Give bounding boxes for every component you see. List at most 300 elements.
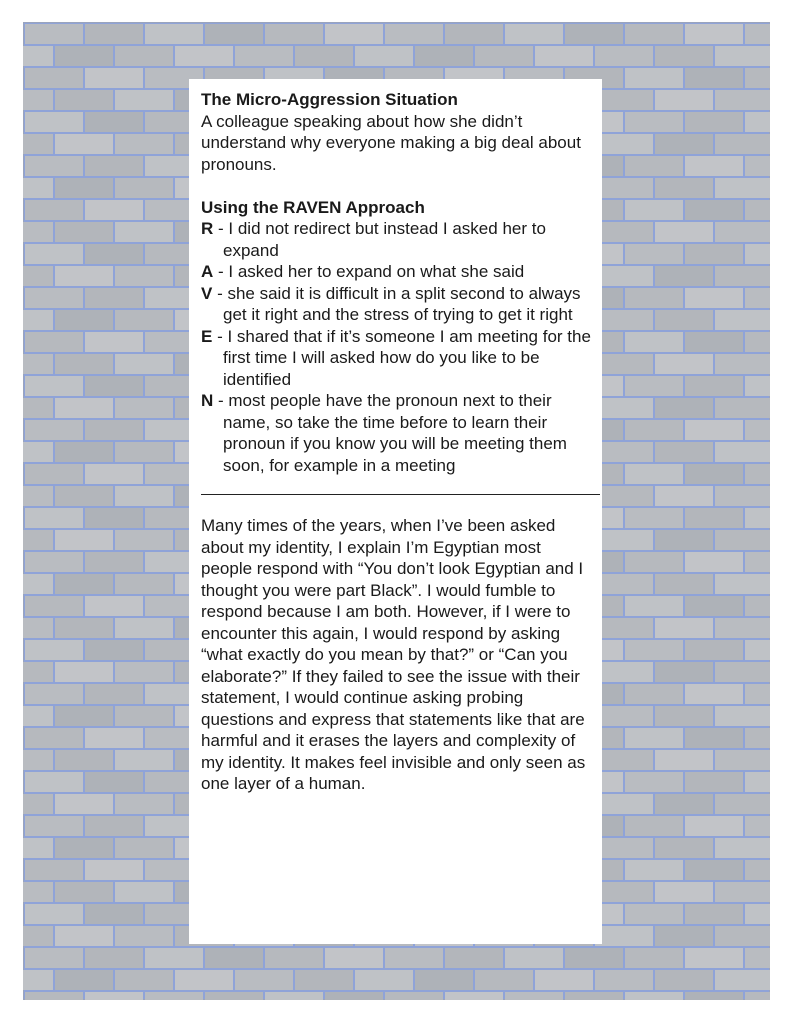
brick <box>745 640 770 660</box>
brick <box>23 882 53 902</box>
raven-item-a <box>201 261 592 283</box>
brick <box>685 288 743 308</box>
brick <box>745 68 770 88</box>
brick <box>685 992 743 1000</box>
brick <box>655 266 713 286</box>
brick <box>115 970 173 990</box>
brick <box>55 266 113 286</box>
brick <box>715 838 770 858</box>
brick <box>715 882 770 902</box>
brick <box>115 90 173 110</box>
brick <box>685 68 743 88</box>
brick <box>355 970 413 990</box>
brick <box>205 948 263 968</box>
brick <box>745 464 770 484</box>
brick <box>595 178 653 198</box>
spacer <box>201 175 592 197</box>
brick <box>535 46 593 66</box>
raven-item-r <box>201 218 592 261</box>
brick <box>23 838 53 858</box>
brick <box>115 46 173 66</box>
brick <box>23 90 53 110</box>
brick <box>745 156 770 176</box>
brick <box>595 706 653 726</box>
brick <box>23 750 53 770</box>
brick <box>685 684 743 704</box>
divider-line <box>201 494 600 495</box>
brick <box>265 24 323 44</box>
brick <box>655 882 713 902</box>
brick <box>595 310 653 330</box>
brick <box>595 970 653 990</box>
brick <box>55 134 113 154</box>
raven-text: - I did not redirect but instead I asked her to expand <box>213 219 546 260</box>
brick <box>655 750 713 770</box>
brick <box>475 970 533 990</box>
brick <box>745 728 770 748</box>
brick <box>595 90 653 110</box>
brick <box>685 420 743 440</box>
brick <box>745 596 770 616</box>
brick <box>625 640 683 660</box>
brick <box>85 112 143 132</box>
brick <box>115 926 173 946</box>
brick <box>23 706 53 726</box>
brick <box>23 46 53 66</box>
brick <box>685 948 743 968</box>
brick <box>595 838 653 858</box>
brick <box>445 24 503 44</box>
brick <box>505 948 563 968</box>
brick <box>655 222 713 242</box>
brick <box>115 574 173 594</box>
brick <box>715 486 770 506</box>
brick <box>25 156 83 176</box>
brick <box>655 134 713 154</box>
brick <box>85 156 143 176</box>
brick <box>55 178 113 198</box>
brick <box>655 574 713 594</box>
brick <box>715 970 770 990</box>
brick <box>85 640 143 660</box>
brick <box>715 706 770 726</box>
brick <box>55 398 113 418</box>
brick <box>85 904 143 924</box>
brick <box>25 376 83 396</box>
brick <box>745 376 770 396</box>
brick <box>595 618 653 638</box>
raven-text: - most people have the pronoun next to their name, so take the time before to learn their pronoun if you know you will be meeting them soon, for example in a meeting <box>213 391 567 475</box>
brick <box>715 398 770 418</box>
brick <box>715 750 770 770</box>
brick <box>685 508 743 528</box>
brick <box>23 442 53 462</box>
brick <box>85 244 143 264</box>
brick <box>25 816 83 836</box>
brick <box>85 508 143 528</box>
brick <box>55 442 113 462</box>
brick <box>25 420 83 440</box>
brick <box>745 420 770 440</box>
brick <box>625 464 683 484</box>
brick <box>595 398 653 418</box>
brick <box>625 596 683 616</box>
brick <box>205 24 263 44</box>
brick <box>625 552 683 572</box>
brick <box>85 772 143 792</box>
brick <box>715 90 770 110</box>
brick <box>85 596 143 616</box>
brick <box>745 948 770 968</box>
brick <box>625 816 683 836</box>
brick <box>55 706 113 726</box>
raven-item-e <box>201 326 592 391</box>
brick <box>685 464 743 484</box>
brick <box>745 992 770 1000</box>
brick <box>715 178 770 198</box>
brick <box>115 662 173 682</box>
brick <box>25 24 83 44</box>
brick <box>85 376 143 396</box>
brick <box>625 376 683 396</box>
brick <box>25 288 83 308</box>
brick <box>175 46 233 66</box>
brick <box>55 486 113 506</box>
brick <box>445 992 503 1000</box>
brick <box>715 662 770 682</box>
brick <box>85 332 143 352</box>
brick <box>85 948 143 968</box>
brick <box>55 662 113 682</box>
brick <box>23 354 53 374</box>
brick <box>265 992 323 1000</box>
brick <box>655 310 713 330</box>
raven-heading: Using the RAVEN Approach <box>201 197 425 217</box>
brick <box>415 970 473 990</box>
brick <box>115 794 173 814</box>
brick <box>685 244 743 264</box>
brick <box>55 222 113 242</box>
brick <box>55 926 113 946</box>
brick <box>745 684 770 704</box>
brick <box>745 904 770 924</box>
brick <box>625 288 683 308</box>
brick <box>655 530 713 550</box>
brick <box>385 24 443 44</box>
brick <box>25 200 83 220</box>
brick <box>115 750 173 770</box>
brick <box>655 662 713 682</box>
brick <box>595 266 653 286</box>
brick <box>625 728 683 748</box>
brick <box>625 244 683 264</box>
brick <box>85 728 143 748</box>
brick <box>115 398 173 418</box>
raven-letter: N <box>201 391 214 410</box>
brick <box>115 222 173 242</box>
brick <box>23 618 53 638</box>
brick <box>23 134 53 154</box>
brick <box>115 354 173 374</box>
brick <box>25 860 83 880</box>
brick <box>625 904 683 924</box>
raven-item-n <box>201 390 592 476</box>
brick <box>23 926 53 946</box>
brick <box>715 310 770 330</box>
brick <box>655 706 713 726</box>
brick <box>175 970 233 990</box>
brick <box>715 530 770 550</box>
brick <box>115 134 173 154</box>
brick <box>625 860 683 880</box>
brick <box>655 178 713 198</box>
brick <box>23 530 53 550</box>
brick <box>625 772 683 792</box>
brick <box>115 838 173 858</box>
brick <box>745 816 770 836</box>
brick <box>745 112 770 132</box>
brick <box>715 354 770 374</box>
brick <box>625 156 683 176</box>
brick <box>565 948 623 968</box>
brick <box>445 948 503 968</box>
brick <box>685 596 743 616</box>
brick <box>745 772 770 792</box>
brick <box>23 398 53 418</box>
brick <box>745 508 770 528</box>
brick <box>115 706 173 726</box>
brick <box>655 926 713 946</box>
brick <box>55 882 113 902</box>
brick <box>25 772 83 792</box>
brick <box>23 970 53 990</box>
brick <box>685 552 743 572</box>
brick <box>325 24 383 44</box>
brick <box>625 420 683 440</box>
brick <box>625 68 683 88</box>
brick <box>85 552 143 572</box>
brick <box>595 882 653 902</box>
brick <box>685 376 743 396</box>
brick <box>745 244 770 264</box>
brick <box>55 310 113 330</box>
brick <box>55 750 113 770</box>
brick <box>685 156 743 176</box>
brick <box>115 486 173 506</box>
brick <box>625 508 683 528</box>
raven-text: - I shared that if it’s someone I am meeting for the first time I will asked how do you like to be identified <box>212 326 591 389</box>
brick <box>595 354 653 374</box>
brick <box>715 794 770 814</box>
brick <box>55 530 113 550</box>
brick <box>55 618 113 638</box>
brick <box>235 970 293 990</box>
raven-text: - I asked her to expand on what she said <box>213 262 525 281</box>
brick <box>505 992 563 1000</box>
brick <box>205 992 263 1000</box>
brick <box>55 838 113 858</box>
brick <box>715 46 770 66</box>
brick <box>85 200 143 220</box>
situation-body: A colleague speaking about how she didn’t understand why everyone making a big deal about pronouns. <box>201 111 581 174</box>
brick <box>85 464 143 484</box>
brick <box>655 970 713 990</box>
brick <box>715 442 770 462</box>
brick <box>595 530 653 550</box>
brick <box>475 46 533 66</box>
brick <box>715 222 770 242</box>
brick <box>85 24 143 44</box>
brick <box>25 508 83 528</box>
brick <box>85 288 143 308</box>
brick <box>655 794 713 814</box>
brick <box>505 24 563 44</box>
brick <box>23 574 53 594</box>
brick <box>595 442 653 462</box>
brick <box>55 46 113 66</box>
brick <box>595 574 653 594</box>
brick <box>23 662 53 682</box>
brick <box>145 24 203 44</box>
brick <box>385 992 443 1000</box>
brick <box>655 46 713 66</box>
brick <box>715 618 770 638</box>
brick <box>23 222 53 242</box>
brick <box>595 486 653 506</box>
brick <box>25 728 83 748</box>
brick <box>715 926 770 946</box>
brick <box>685 772 743 792</box>
brick <box>655 486 713 506</box>
brick <box>25 68 83 88</box>
brick <box>715 266 770 286</box>
brick <box>625 948 683 968</box>
brick <box>595 46 653 66</box>
brick <box>25 904 83 924</box>
raven-letter: E <box>201 326 213 346</box>
brick <box>25 948 83 968</box>
brick <box>715 574 770 594</box>
reflection-paragraph: Many times of the years, when I’ve been asked about my identity, I explain I’m Egyptian most people respond with “You don’t look Egyptian and I thought you were part Black”. I would fumble to respond because I am both. However, if I were to encounter this again, I would respond by asking “what exactly do you mean by that?” or “Can you elaborate?” If they failed to see the issue with their statement, I would continue asking probing questions and express that statements like that are harmful and it erases the layers and complexity of my identity. It makes feel invisible and only seen as one layer of a human. <box>201 516 586 793</box>
brick <box>685 200 743 220</box>
brick <box>115 310 173 330</box>
brick <box>535 970 593 990</box>
brick <box>655 618 713 638</box>
brick <box>23 310 53 330</box>
brick <box>23 794 53 814</box>
brick <box>55 970 113 990</box>
brick <box>625 684 683 704</box>
brick <box>655 90 713 110</box>
brick <box>55 90 113 110</box>
brick <box>625 332 683 352</box>
raven-item-v <box>201 283 592 326</box>
brick <box>23 266 53 286</box>
brick <box>685 816 743 836</box>
brick <box>265 948 323 968</box>
brick <box>745 24 770 44</box>
brick <box>295 970 353 990</box>
brick <box>115 882 173 902</box>
brick <box>25 464 83 484</box>
brick <box>625 992 683 1000</box>
brick <box>715 134 770 154</box>
brick <box>85 420 143 440</box>
brick <box>115 530 173 550</box>
brick <box>655 398 713 418</box>
brick <box>595 926 653 946</box>
brick <box>325 992 383 1000</box>
brick <box>565 992 623 1000</box>
brick <box>25 244 83 264</box>
brick <box>85 68 143 88</box>
brick <box>685 24 743 44</box>
brick <box>115 178 173 198</box>
text-card <box>189 79 602 944</box>
brick <box>685 728 743 748</box>
brick <box>685 640 743 660</box>
brick <box>685 904 743 924</box>
brick <box>23 178 53 198</box>
brick <box>745 200 770 220</box>
brick <box>25 112 83 132</box>
brick <box>145 948 203 968</box>
brick <box>25 596 83 616</box>
brick <box>23 486 53 506</box>
brick <box>595 662 653 682</box>
brick <box>625 24 683 44</box>
brick <box>745 288 770 308</box>
brick <box>55 794 113 814</box>
brick <box>625 200 683 220</box>
raven-text: - she said it is difficult in a split second to always get it right and the stress of trying to get it right <box>212 283 581 324</box>
brick <box>745 552 770 572</box>
brick <box>655 838 713 858</box>
brick <box>685 112 743 132</box>
brick <box>595 750 653 770</box>
situation-heading: The Micro-Aggression Situation <box>201 90 458 109</box>
brick <box>25 332 83 352</box>
brick <box>25 684 83 704</box>
brick <box>55 354 113 374</box>
brick <box>595 794 653 814</box>
brick <box>595 134 653 154</box>
brick <box>415 46 473 66</box>
raven-letter: R <box>201 219 214 238</box>
brick <box>85 860 143 880</box>
brick <box>115 442 173 462</box>
brick <box>565 24 623 44</box>
brick <box>655 354 713 374</box>
brick <box>55 574 113 594</box>
brick <box>235 46 293 66</box>
brick <box>25 640 83 660</box>
brick <box>25 552 83 572</box>
brick <box>685 332 743 352</box>
brick <box>655 442 713 462</box>
raven-letter: A <box>201 262 214 281</box>
brick <box>325 948 383 968</box>
brick <box>295 46 353 66</box>
brick <box>115 618 173 638</box>
brick <box>745 332 770 352</box>
brick <box>145 992 203 1000</box>
brick <box>25 992 83 1000</box>
brick <box>85 816 143 836</box>
raven-letter: V <box>201 283 213 303</box>
brick <box>85 684 143 704</box>
brick <box>115 266 173 286</box>
